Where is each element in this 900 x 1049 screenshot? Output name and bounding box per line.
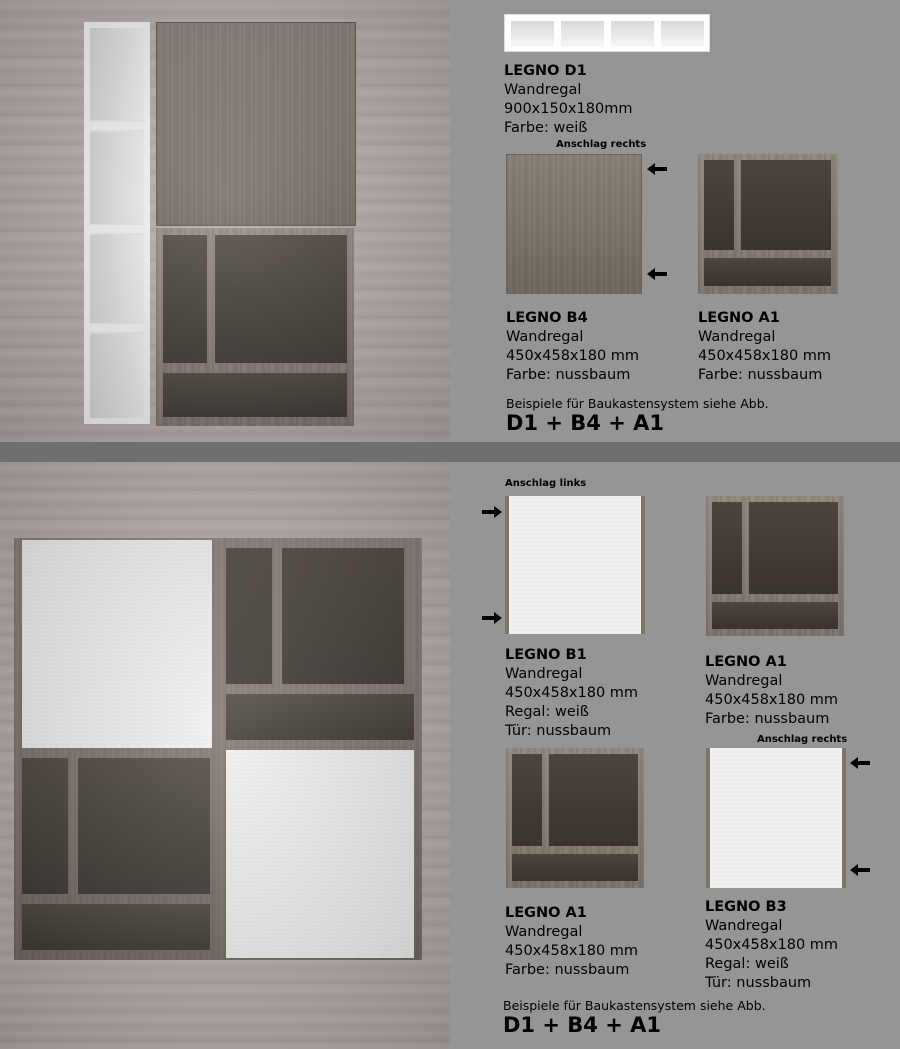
d1-cell: [661, 21, 704, 47]
b3-name: LEGNO B3: [705, 899, 787, 915]
top-room-photo: [0, 0, 450, 442]
d1-divider: [90, 225, 144, 233]
a1-compartment: [712, 602, 838, 629]
a1-left-product-image: [506, 748, 644, 888]
a1-compartment: [78, 758, 210, 894]
a1-left-name: LEGNO A1: [505, 905, 587, 921]
b3-shelf: Regal: weiß: [705, 956, 789, 972]
d1-name: LEGNO D1: [504, 63, 587, 79]
a1-type: Wandregal: [698, 329, 776, 345]
b4-type: Wandregal: [506, 329, 584, 345]
a1-right-product-image: [706, 496, 844, 636]
b4-wood-door: [156, 22, 356, 226]
b1-shelf: Regal: weiß: [505, 704, 589, 720]
arrow-left-icon: [850, 864, 870, 876]
d1-size: 900x150x180mm: [504, 101, 633, 117]
a1-name: LEGNO A1: [698, 310, 780, 326]
a1-size: 450x458x180 mm: [698, 348, 832, 364]
top-info-panel: [450, 0, 900, 442]
a1-compartment: [163, 235, 207, 363]
a1-right-color: Farbe: nussbaum: [705, 711, 830, 727]
d1-compartment: [90, 28, 144, 120]
b4-label: [506, 309, 639, 385]
d1-divider: [90, 122, 144, 130]
a1-compartment: [512, 854, 638, 881]
arrow-left-icon: [647, 163, 667, 175]
d1-cell: [611, 21, 654, 47]
b3-white-door: [226, 750, 414, 958]
a1-compartment: [22, 904, 210, 950]
b1-door: Tür: nussbaum: [505, 723, 612, 739]
bottom-room-photo: [0, 462, 450, 1049]
arrow-left-icon: [850, 757, 870, 769]
b1-hinge-note: Anschlag links: [505, 478, 587, 489]
d1-compartment: [90, 334, 144, 418]
section-divider: [0, 442, 900, 462]
a1-label: [698, 309, 831, 385]
a1-right-size: 450x458x180 mm: [705, 692, 839, 708]
a1-compartment: [282, 548, 404, 684]
b3-door: Tür: nussbaum: [705, 975, 812, 991]
b3-label: [705, 898, 838, 993]
d1-cell: [511, 21, 554, 47]
b4-hinge-note: Anschlag rechts: [556, 139, 647, 150]
a1-compartment: [163, 373, 347, 417]
arrow-right-icon: [482, 612, 502, 624]
a1-compartment: [226, 694, 414, 740]
b3-product-image: [706, 748, 846, 888]
a1-wood-shelf: [156, 228, 354, 426]
d1-cell: [561, 21, 604, 47]
d1-color: Farbe: weiß: [504, 120, 588, 136]
a1-compartment: [549, 754, 638, 846]
b4-name: LEGNO B4: [506, 310, 588, 326]
a1-left-label: [505, 904, 638, 980]
arrow-left-icon: [647, 268, 667, 280]
d1-type: Wandregal: [504, 82, 582, 98]
a1-compartment: [512, 754, 542, 846]
b3-hinge-note: Anschlag rechts: [757, 734, 848, 745]
a1-left-color: Farbe: nussbaum: [505, 962, 630, 978]
d1-product-image: [504, 14, 710, 52]
b1-type: Wandregal: [505, 666, 583, 682]
example-text: Beispiele für Baukastensystem siehe Abb.: [506, 396, 769, 411]
d1-white-shelf: [84, 22, 150, 424]
b4-size: 450x458x180 mm: [506, 348, 640, 364]
a1-right-name: LEGNO A1: [705, 654, 787, 670]
a1-left-size: 450x458x180 mm: [505, 943, 639, 959]
arrow-right-icon: [482, 506, 502, 518]
a1-compartment: [712, 502, 742, 594]
a1-compartment: [741, 160, 831, 250]
a1-compartment: [22, 758, 68, 894]
b1-size: 450x458x180 mm: [505, 685, 639, 701]
combo-title: D1 + B4 + A1: [503, 1013, 661, 1037]
a1-left-type: Wandregal: [505, 924, 583, 940]
b1-product-image: [505, 496, 645, 634]
a1-compartment: [704, 258, 831, 286]
d1-label: [504, 62, 632, 138]
a1-compartment: [226, 548, 272, 684]
d1-compartment: [90, 132, 144, 224]
example-text: Beispiele für Baukastensystem siehe Abb.: [503, 998, 766, 1013]
a1-right-label: [705, 653, 838, 729]
a1-compartment: [749, 502, 838, 594]
a1-compartment: [704, 160, 734, 250]
b4-color: Farbe: nussbaum: [506, 367, 631, 383]
a1-compartment: [215, 235, 347, 363]
a1-product-image: [698, 154, 838, 294]
combo-title: D1 + B4 + A1: [506, 411, 664, 435]
a1-right-type: Wandregal: [705, 673, 783, 689]
d1-divider: [90, 324, 144, 332]
b3-type: Wandregal: [705, 918, 783, 934]
a1-color: Farbe: nussbaum: [698, 367, 823, 383]
b3-size: 450x458x180 mm: [705, 937, 839, 953]
d1-compartment: [90, 235, 144, 323]
bottom-info-panel: [450, 462, 900, 1049]
b1-label: [505, 646, 638, 741]
b1-white-door: [22, 540, 212, 748]
b1-name: LEGNO B1: [505, 647, 587, 663]
b4-product-image: [506, 154, 642, 294]
